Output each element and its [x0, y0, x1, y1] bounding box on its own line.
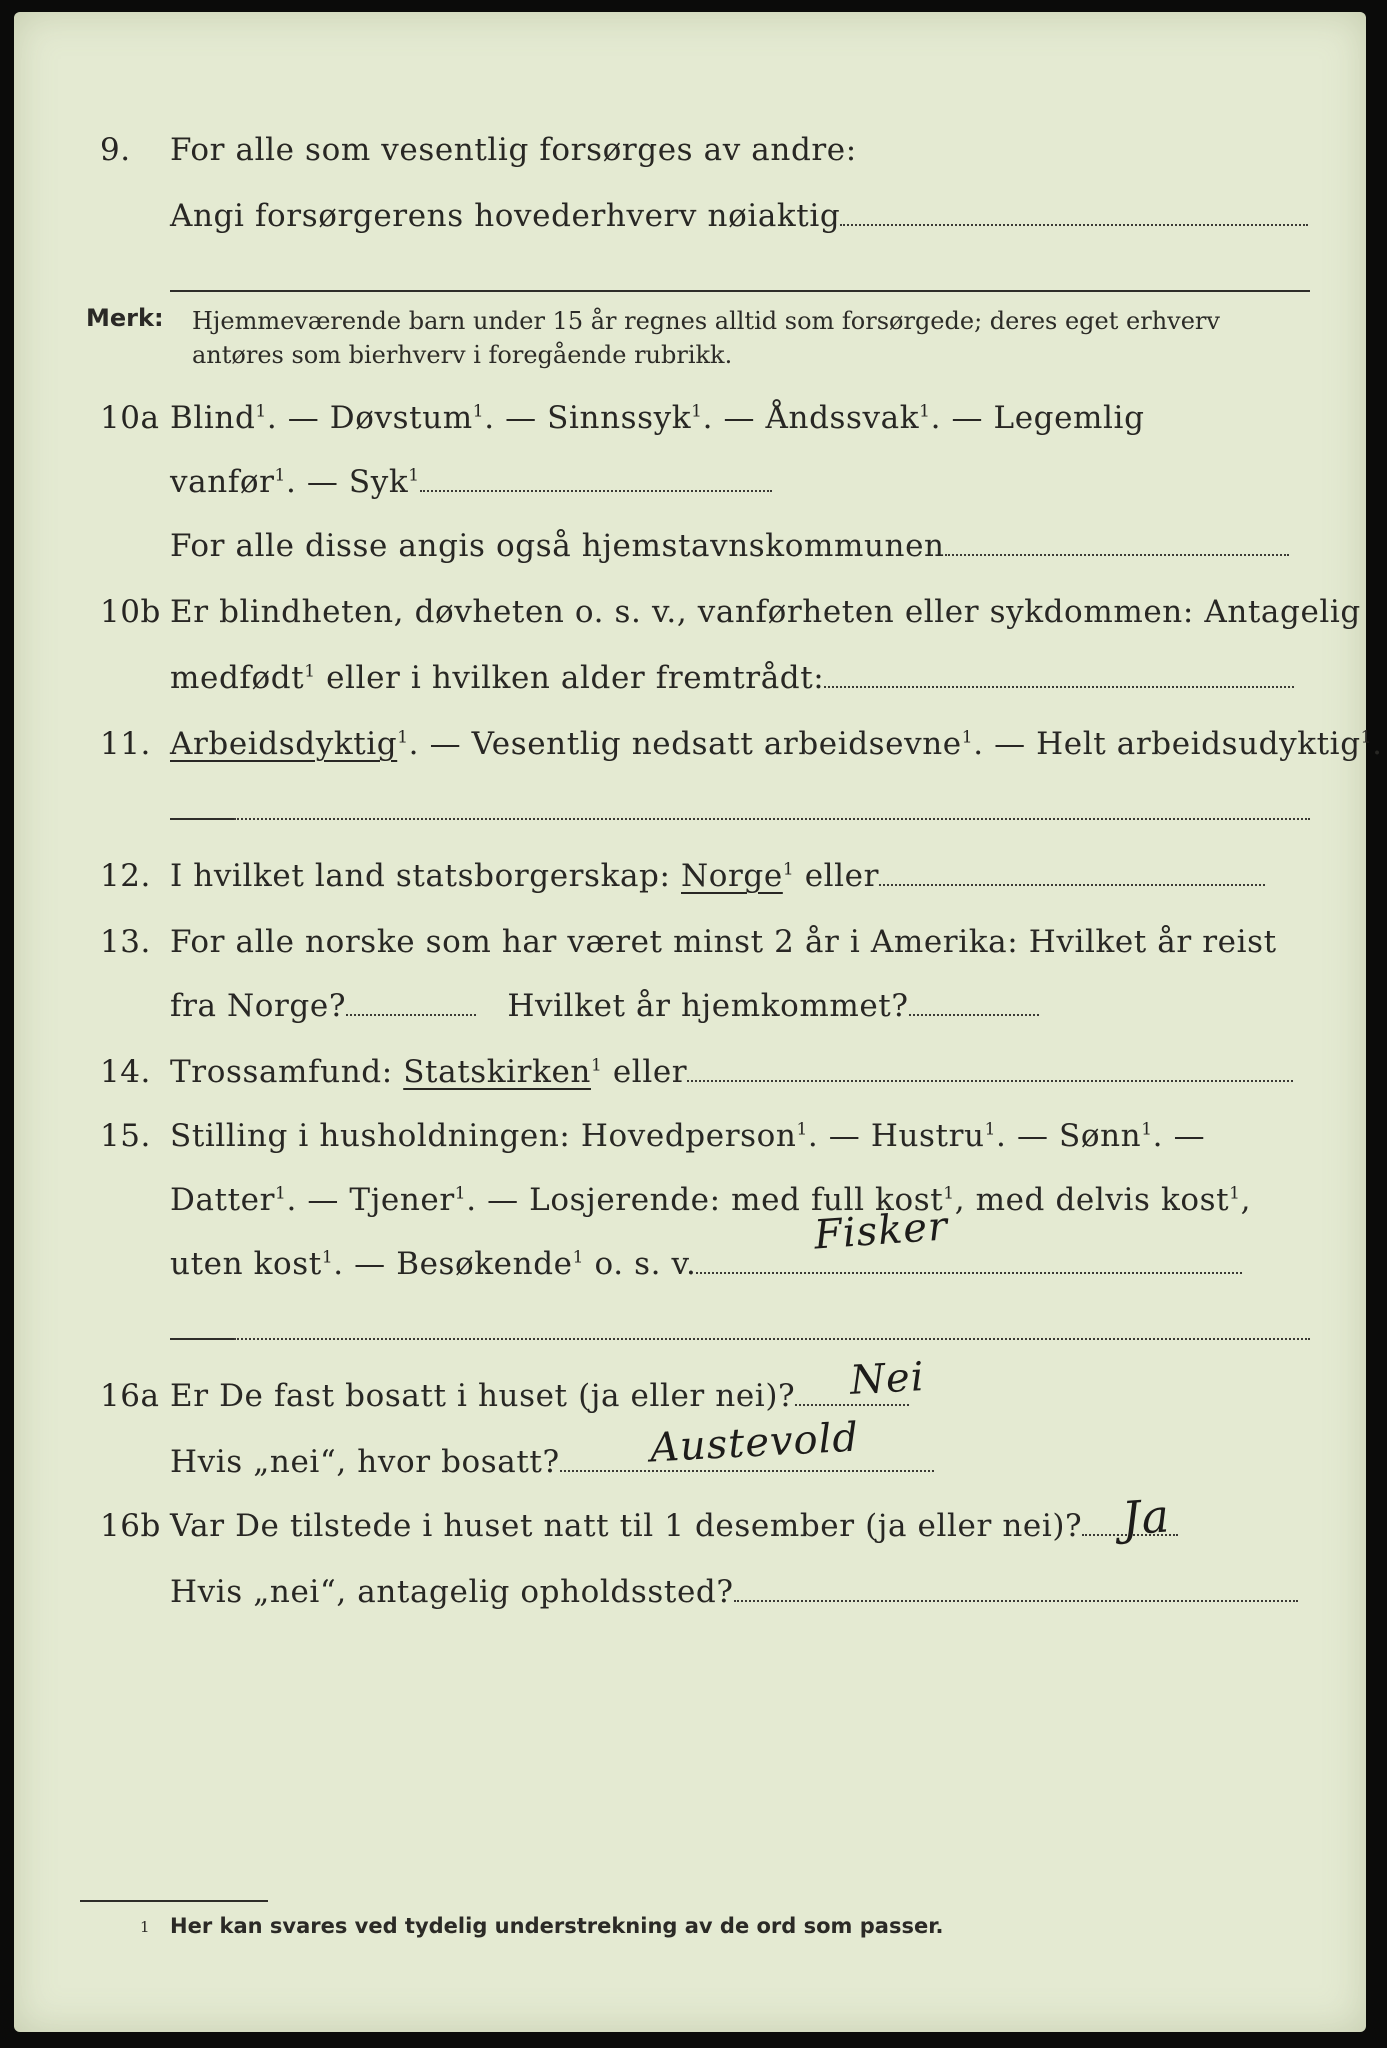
text-span: eller i hvilken alder fremtrådt: [315, 660, 825, 696]
q10b-line1 [14, 594, 1366, 650]
text-span: . — Hustru [807, 1118, 985, 1154]
q9-line2 [14, 198, 1366, 254]
q13-text1: For alle norske som har været minst 2 år i Amerika: Hvilket år reist [170, 924, 1277, 960]
text-span: Er De fast bosatt i huset (ja eller nei)? [170, 1378, 796, 1414]
q15-line2 [14, 1182, 1366, 1238]
text-span: . — Sinnssyk [484, 400, 692, 436]
text-span: . — [1152, 1118, 1206, 1154]
text-span: o. s. v. [584, 1246, 697, 1282]
q13-number: 13. [100, 924, 151, 960]
q14-text [170, 1054, 1280, 1090]
q9-line1 [14, 132, 1366, 188]
footnote-ref-sup: 1 [408, 465, 420, 486]
text-span: antøres som bierhverv i foregående rubrikk. [192, 341, 733, 369]
text-span: Var De tilstede i huset natt til 1 desember (ja eller nei)? [170, 1508, 1083, 1544]
q13-line1 [14, 924, 1366, 980]
q14-selected-option[interactable]: Statskirken [403, 1054, 591, 1090]
q12-answer-line[interactable] [879, 882, 1265, 886]
footnote-ref-sup: 1 [321, 1247, 334, 1268]
q16b-text2 [170, 1574, 1280, 1610]
text-span: , [1240, 1182, 1252, 1218]
footnote-ref-sup: 1 [275, 1183, 287, 1204]
text-span: eller [794, 858, 880, 894]
text-span: For alle disse angis også hjemstavnskommunen [170, 528, 945, 564]
text-span: Hvis „nei“, antagelig opholdssted? [170, 1574, 734, 1610]
text-span: . — Syk [285, 464, 409, 500]
text-span: . — Døvstum [266, 400, 473, 436]
q15-handwritten-answer: Fisker [812, 1203, 950, 1259]
q10b-number: 10b [100, 594, 161, 630]
footnote-ref-sup: 1 [691, 401, 703, 422]
q16a-text1 [170, 1378, 1280, 1414]
q16a-handwritten-answer1: Nei [848, 1354, 926, 1404]
text-span: vanfør [170, 464, 275, 500]
q14-number: 14. [100, 1054, 151, 1090]
q16b-handwritten-answer1: Ja [1120, 1488, 1172, 1546]
footnote-ref-sup: 1 [919, 401, 931, 422]
footnote-ref-sup: 1 [984, 1119, 997, 1140]
footnote-ref-sup: 1 [1229, 1183, 1241, 1204]
q9-number: 9. [100, 132, 131, 168]
footnote-ref-sup: 1 [274, 465, 286, 486]
footnote-ref-sup: 1 [1360, 727, 1373, 748]
q11-number: 11. [100, 726, 151, 762]
text-span: , med delvis kost [954, 1182, 1230, 1218]
q10b-text1: Er blindheten, døvheten o. s. v., vanførheten eller sykdommen: Antagelig [170, 594, 1361, 630]
q12-line [14, 858, 1366, 914]
q11-text [170, 726, 1383, 762]
q15-rule-dotted [234, 1338, 1310, 1340]
text-span: . — Vesentlig nedsatt arbeidsevne [408, 726, 962, 762]
q15-rule-solid [170, 1338, 234, 1340]
text-span: I hvilket land statsborgerskap: [170, 858, 671, 894]
q12-selected-option[interactable]: Norge [681, 858, 783, 894]
q9-text2 [170, 198, 1280, 234]
q16b-number: 16b [100, 1508, 161, 1544]
q9-rule [170, 290, 1310, 292]
q14-line [14, 1054, 1366, 1110]
q10a-syk-answer-line[interactable] [420, 488, 772, 492]
footnote-ref-sup: 1 [590, 1055, 603, 1076]
footnote-ref-sup: 1 [397, 727, 409, 748]
text-span: eller [602, 1054, 688, 1090]
text-span: . — Losjerende: med full kost [466, 1182, 944, 1218]
text-span: uten kost [170, 1246, 322, 1282]
footnote-rule [80, 1900, 268, 1902]
footnote-ref-sup: 1 [472, 401, 485, 422]
footnote-ref-sup: 1 [454, 1183, 467, 1204]
q10a-text1 [170, 400, 1280, 436]
footnote-ref-sup: 1 [796, 1119, 808, 1140]
q10a-text3 [170, 528, 1280, 564]
text-span: . — Helt arbeidsudyktig [973, 726, 1361, 762]
q10b-answer-line[interactable] [824, 684, 1294, 688]
text-span: Angi forsørgerens hovederhverv nøiaktig [170, 198, 841, 234]
q10b-line2 [14, 660, 1366, 716]
merk-label: Merk: [86, 304, 164, 332]
q9-text1: For alle som vesentlig forsørges av andre: [170, 132, 857, 168]
text-span: Stilling i husholdningen: Hovedperson [170, 1118, 797, 1154]
footnote-ref-sup: 1 [304, 661, 316, 682]
q11-selected-option[interactable]: Arbeidsdyktig [170, 726, 398, 762]
q16b-text1 [170, 1508, 1280, 1544]
text-span: . — Tjener [286, 1182, 455, 1218]
q15-line3 [14, 1246, 1366, 1302]
q10a-text2 [170, 464, 1280, 500]
census-form-page [14, 12, 1383, 2032]
q10a-kommune-answer-line[interactable] [945, 552, 1289, 556]
footnote-ref-sup: 1 [255, 401, 267, 422]
text-span: . — Åndssvak [702, 400, 920, 436]
footnote-ref-sup: 1 [782, 859, 795, 880]
text-span: fra Norge? [170, 988, 347, 1024]
q16a-hvor-answer-line[interactable] [560, 1468, 934, 1472]
q13-text2 [170, 988, 1280, 1024]
q10a-line3 [14, 528, 1366, 584]
q16b-opholdssted-answer-line[interactable] [734, 1598, 1298, 1602]
q16a-handwritten-answer2: Austevold [648, 1414, 861, 1472]
text-span: . [1372, 726, 1383, 762]
q13-hjemkommet-answer-line[interactable] [909, 1012, 1039, 1016]
q10b-text2 [170, 660, 1280, 696]
q14-answer-line[interactable] [687, 1078, 1293, 1082]
q16b-line2 [14, 1574, 1366, 1630]
q11-rule-solid [170, 818, 234, 820]
q16a-number: 16a [100, 1378, 160, 1414]
text-span: Hvilket år hjemkommet? [507, 988, 909, 1024]
q9-answer-line[interactable] [840, 222, 1308, 226]
q12-text [170, 858, 1280, 894]
q10a-number: 10a [100, 400, 160, 436]
q15-text3 [170, 1246, 1280, 1282]
footnote-ref-sup: 1 [1141, 1119, 1153, 1140]
q15-line1 [14, 1118, 1366, 1174]
text-span: Hjemmeværende barn under 15 år regnes alltid som forsørgede; deres eget erhverv [192, 307, 1220, 335]
q15-number: 15. [100, 1118, 151, 1154]
q10a-line1 [14, 400, 1366, 456]
footnote-text: Her kan svares ved tydelig understrekning av de ord som passer. [170, 1914, 944, 1938]
text-span: . — Legemlig [930, 400, 1145, 436]
footnote-ref-sup: 1 [572, 1247, 585, 1268]
footnote-mark: 1 [140, 1918, 150, 1936]
q11-line [14, 726, 1383, 782]
text-span: Trossamfund: [170, 1054, 393, 1090]
q10a-line2 [14, 464, 1366, 520]
q13-reist-answer-line[interactable] [346, 1012, 476, 1016]
q11-rule-dotted [234, 818, 1310, 820]
text-span: Hvis „nei“, hvor bosatt? [170, 1444, 560, 1480]
text-span: Blind [170, 400, 256, 436]
text-span: . — Sønn [996, 1118, 1142, 1154]
q13-line2 [14, 988, 1366, 1044]
text-span: medfødt [170, 660, 305, 696]
footnote-ref-sup: 1 [943, 1183, 955, 1204]
footnote-ref-sup: 1 [961, 727, 974, 748]
q12-number: 12. [100, 858, 151, 894]
q15-answer-line[interactable] [696, 1270, 1242, 1274]
text-span: . — Besøkende [333, 1246, 573, 1282]
q15-text1 [170, 1118, 1280, 1154]
merk-text [192, 304, 1220, 372]
text-span: Datter [170, 1182, 276, 1218]
q15-text2 [170, 1182, 1280, 1218]
merk-note [14, 304, 1366, 384]
